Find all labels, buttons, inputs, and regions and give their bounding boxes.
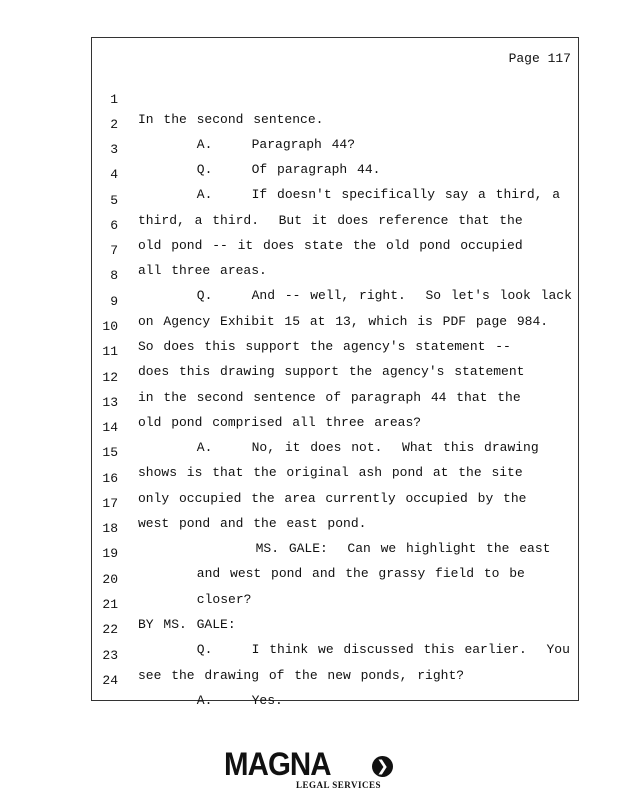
line-number: 10 (102, 319, 118, 334)
line-number: 18 (102, 521, 118, 536)
line-number: 1 (110, 92, 118, 107)
line-text: MS. GALE: Can we highlight the east (138, 541, 551, 556)
line-text: only occupied the area currently occupied by the (138, 491, 527, 506)
line-text: A. Paragraph 44? (138, 137, 356, 152)
line-text: Q. And -- well, right. So let's look lack (138, 288, 572, 303)
line-text: A. If doesn't specifically say a third, a (138, 187, 561, 202)
line-number: 20 (102, 572, 118, 587)
line-number: 2 (110, 117, 118, 132)
line-text: closer? (138, 592, 252, 607)
line-number: 15 (102, 445, 118, 460)
line-text: on Agency Exhibit 15 at 13, which is PDF page 984. (138, 314, 549, 329)
line-text: A. No, it does not. What this drawing (138, 440, 539, 455)
line-text: does this drawing support the agency's statement (138, 364, 525, 379)
line-number: 21 (102, 597, 118, 612)
line-text: shows is that the original ash pond at the site (138, 465, 523, 480)
magna-logo (224, 745, 404, 795)
line-text: A. Yes. (138, 693, 283, 708)
line-text: west pond and the east pond. (138, 516, 367, 531)
line-number: 3 (110, 142, 118, 157)
line-number: 24 (102, 673, 118, 688)
line-text: BY MS. GALE: (138, 617, 236, 632)
line-text: see the drawing of the new ponds, right? (138, 668, 465, 683)
line-number: 22 (102, 622, 118, 637)
line-text: and west pond and the grassy field to be (138, 566, 525, 581)
line-number: 19 (102, 546, 118, 561)
line-text: So does this support the agency's statement -- (138, 339, 511, 354)
line-text: in the second sentence of paragraph 44 that the (138, 390, 521, 405)
line-number: 8 (110, 268, 118, 283)
line-number: 23 (102, 648, 118, 663)
transcript-page (91, 37, 579, 708)
line-number: 12 (102, 370, 118, 385)
line-text: Q. Of paragraph 44. (138, 162, 381, 177)
line-number: 5 (110, 193, 118, 208)
chevron-right-icon: ❯ (372, 756, 393, 777)
line-text: third, a third. But it does reference that the (138, 213, 523, 228)
logo-tagline: LEGAL SERVICES (296, 780, 381, 790)
line-text: old pond -- it does state the old pond occupied (138, 238, 523, 253)
line-number: 13 (102, 395, 118, 410)
line-number: 17 (102, 496, 118, 511)
line-number: 14 (102, 420, 118, 435)
line-number: 9 (110, 294, 118, 309)
line-number: 16 (102, 471, 118, 486)
page-number: Page 117 (508, 51, 571, 66)
line-text: In the second sentence. (138, 112, 324, 127)
line-number: 11 (102, 344, 118, 359)
line-number: 4 (110, 167, 118, 182)
transcript-line (92, 70, 578, 127)
line-text: Q. I think we discussed this earlier. You (138, 642, 570, 657)
line-number: 6 (110, 218, 118, 233)
line-number: 7 (110, 243, 118, 258)
line-text: all three areas. (138, 263, 267, 278)
line-text: old pond comprised all three areas? (138, 415, 422, 430)
logo-wordmark: MAGNA (224, 746, 331, 782)
